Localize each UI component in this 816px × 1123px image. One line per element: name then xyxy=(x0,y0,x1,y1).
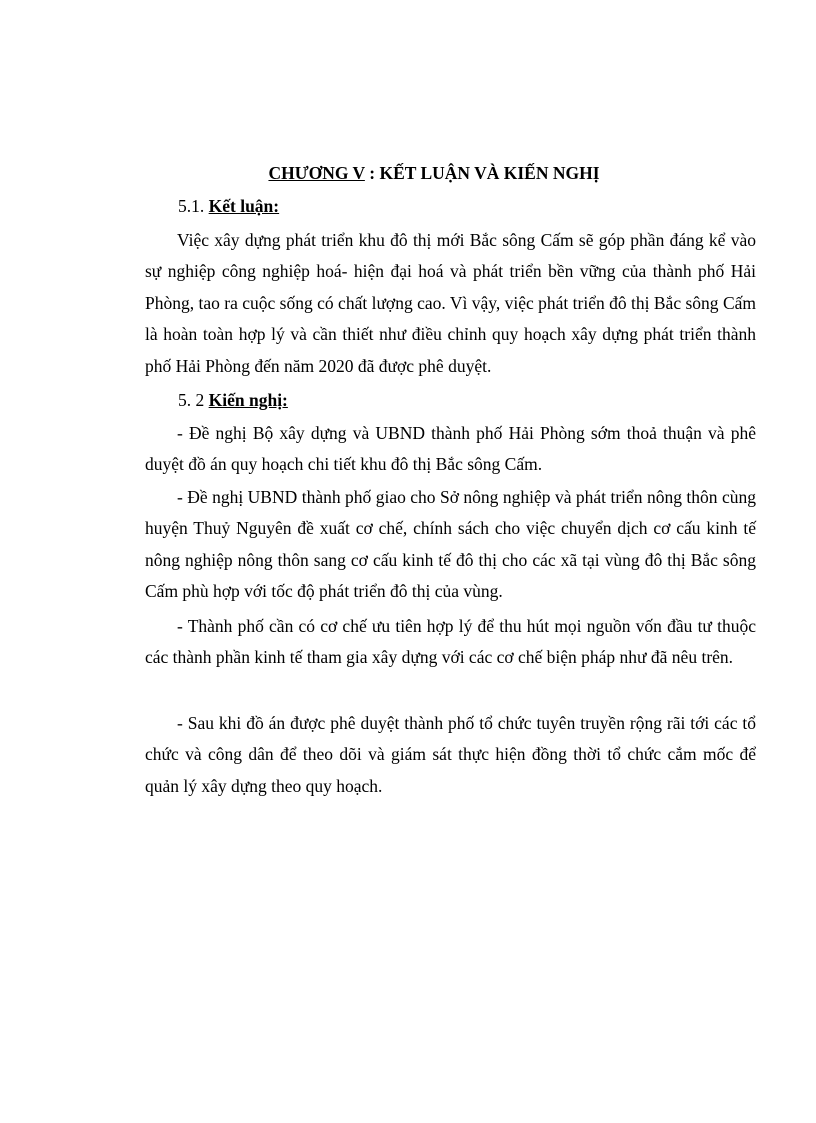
recommendation-item xyxy=(145,418,756,481)
recommendation-item xyxy=(145,611,756,674)
section-heading-conclusion xyxy=(178,191,279,222)
section-label: Kiến nghị: xyxy=(208,390,288,410)
recommendation-text: - Thành phố cần có cơ chế ưu tiên hợp lý để thu hút mọi nguồn vốn đầu tư thuộc các thành phần kinh tế tham gia xây dựng với các cơ chế biện pháp như đã nêu trên. xyxy=(145,616,756,668)
section-heading-recommendation xyxy=(178,385,288,416)
section-label: Kết luận: xyxy=(208,196,280,216)
chapter-title-text: : KẾT LUẬN VÀ KIẾN NGHỊ xyxy=(364,163,600,183)
recommendation-text: - Sau khi đồ án được phê duyệt thành phố tổ chức tuyên truyền rộng rãi tới các tổ chức và công dân để theo dõi và giám sát thực hiện đồng thời tổ chức cắm mốc để quản lý xây dựng theo quy hoạch. xyxy=(145,713,756,796)
conclusion-text: Việc xây dựng phát triển khu đô thị mới Bắc sông Cấm sẽ góp phần đáng kể vào sự nghiệp công nghiệp hoá- hiện đại hoá và phát triển bền vững của thành phố Hải Phòng, tao ra cuộc sống có chất lượng cao. Vì vậy, việc phát triển đô thị Bắc sông Cấm là hoàn toàn hợp lý và cần thiết như điều chỉnh quy hoạch xây dựng phát triển thành phố Hải Phòng đến năm 2020 đã được phê duyệt. xyxy=(145,230,756,376)
recommendation-text: - Đề nghị Bộ xây dựng và UBND thành phố Hải Phòng sớm thoả thuận và phê duyệt đồ án quy hoạch chi tiết khu đô thị Bắc sông Cấm. xyxy=(145,423,756,475)
recommendation-item xyxy=(145,708,756,802)
chapter-title-number: CHƯƠNG V xyxy=(268,163,365,183)
conclusion-paragraph xyxy=(145,225,756,382)
chapter-title xyxy=(0,158,816,189)
section-number: 5. 2 xyxy=(178,390,209,410)
recommendation-text: - Đề nghị UBND thành phố giao cho Sở nông nghiệp và phát triển nông thôn cùng huyện Thuỷ Nguyên đề xuất cơ chế, chính sách cho việc chuyển dịch cơ cấu kinh tế nông nghiệp nông thôn sang cơ cấu kinh tế đô thị cho các xã tại vùng đô thị Bắc sông Cấm phù hợp với tốc độ phát triển đô thị của vùng. xyxy=(145,487,756,602)
section-number: 5.1. xyxy=(178,196,209,216)
recommendation-item xyxy=(145,482,756,608)
